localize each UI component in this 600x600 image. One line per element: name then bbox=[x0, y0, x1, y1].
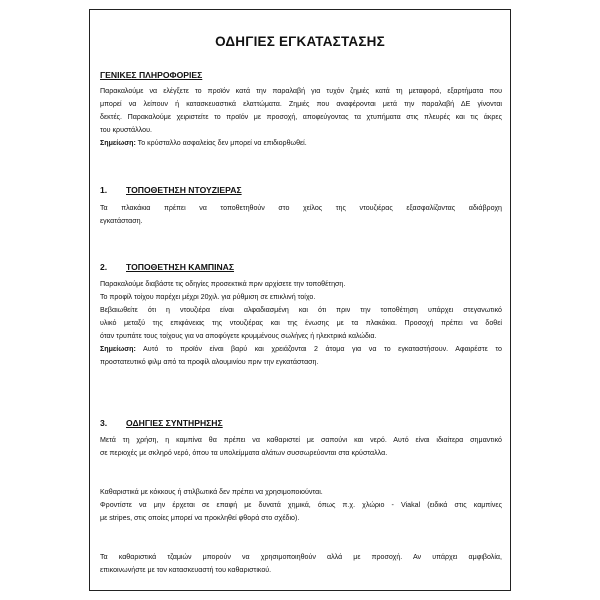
section-3-paragraph-1 bbox=[100, 434, 502, 460]
section-1-heading bbox=[100, 185, 242, 195]
general-info-paragraph bbox=[100, 85, 502, 150]
section-2-line-4: υλικό μεταξύ της επιφάνειας της ντουζιέρας και της ένωσης με τα πλακάκια. Προσοχή πρέπει να δοθεί bbox=[100, 319, 502, 327]
section-3-p2-line-3: με stripes, στις οποίες μπορεί να προκληθεί φθορά στο σχέδιο). bbox=[100, 514, 300, 522]
section-3-paragraph-3 bbox=[100, 551, 502, 577]
section-1-paragraph bbox=[100, 202, 502, 228]
section-3-title: ΟΔΗΓΙΕΣ ΣΥΝΤΗΡΗΣΗΣ bbox=[126, 418, 223, 428]
section-2-line-1: Παρακαλούμε διαβάστε τις οδηγίες προσεκτικά πριν αρχίσετε την τοποθέτηση. bbox=[100, 280, 346, 288]
section-2-heading bbox=[100, 262, 234, 272]
section-2-line-2: Το προφίλ τοίχου παρέχει μέχρι 20χιλ. για ρύθμιση σε επικλινή τοίχο. bbox=[100, 293, 316, 301]
instruction-sheet bbox=[89, 9, 511, 591]
section-2-paragraph bbox=[100, 278, 502, 369]
section-2-note-label: Σημείωση: bbox=[100, 345, 136, 353]
general-note bbox=[100, 137, 502, 150]
section-2-note-line-2: προστατευτικό φιλμ από τα προφίλ αλουμινίου πριν την εγκατάσταση. bbox=[100, 358, 319, 366]
section-3-p1-line-2: σε περιοχές με σκληρό νερό, όπου τα υπολείμματα αλάτων συσσωρεύονται στα κρύσταλλα. bbox=[100, 449, 388, 457]
general-info-heading bbox=[100, 70, 202, 80]
section-2-note-text: Αυτό το προϊόν είναι βαρύ και χρειάζονται 2 άτομα για να το εγκαταστήσουν. Αφαιρέστε το bbox=[135, 345, 502, 353]
general-note-label: Σημείωση: bbox=[100, 139, 136, 147]
section-2-title: ΤΟΠΟΘΕΤΗΣΗ ΚΑΜΠΙΝΑΣ bbox=[126, 262, 235, 272]
section-2-line-3: Βεβαιωθείτε ότι η ντουζιέρα είναι αλφαδιασμένη και ότι πριν την τοποθέτηση υπάρχει στεγανωτικό bbox=[100, 306, 502, 314]
section-2-number: 2. bbox=[100, 262, 108, 272]
document-title: ΟΔΗΓΙΕΣ ΕΓΚΑΤΑΣΤΑΣΗΣ bbox=[215, 34, 385, 49]
section-3-p2-line-1: Καθαριστικά με κόκκους ή στιλβωτικά δεν πρέπει να χρησιμοποιούνται. bbox=[100, 488, 323, 496]
general-line-3: δεκτές. Παρακαλούμε χειριστείτε το προϊόν με προσοχή, αποφεύγοντας τα χτυπήματα στις πλευρές και τις άκρες bbox=[100, 113, 502, 121]
general-note-text: Το κρύσταλλο ασφαλείας δεν μπορεί να επιδιορθωθεί. bbox=[135, 139, 307, 147]
section-1-line-1: Τα πλακάκια πρέπει να τοποθετηθούν στο χείλος της ντουζιέρας εξασφαλίζοντας αδιάβροχη bbox=[100, 204, 502, 212]
section-3-paragraph-2 bbox=[100, 486, 502, 525]
section-3-p3-line-2: επικοινωνήστε με τον κατασκευαστή του καθαριστικού. bbox=[100, 566, 272, 574]
general-line-4: του κρυστάλλου. bbox=[100, 126, 152, 134]
section-1-title: ΤΟΠΟΘΕΤΗΣΗ ΝΤΟΥΖΙΕΡΑΣ bbox=[126, 185, 242, 195]
section-1-number: 1. bbox=[100, 185, 108, 195]
section-3-number: 3. bbox=[100, 418, 108, 428]
section-2-line-5: όταν τρυπάτε τους τοίχους για να αποφύγετε κρυμμένους σωλήνες ή ηλεκτρικά καλώδια. bbox=[100, 332, 377, 340]
general-info-heading-text: ΓΕΝΙΚΕΣ ΠΛΗΡΟΦΟΡΙΕΣ bbox=[100, 70, 203, 80]
section-3-p3-line-1: Τα καθαριστικά τζαμιών μπορούν να χρησιμοποιηθούν αλλά με προσοχή. Αν υπάρχει αμφιβολία, bbox=[100, 553, 502, 561]
section-2-note bbox=[100, 343, 502, 356]
section-3-p2-line-2: Φροντίστε να μην έρχεται σε επαφή με δυνατά χημικά, όπως π.χ. χλώριο - Viakal (ειδικά στις καμπίνες bbox=[100, 501, 502, 509]
general-line-2: μπορεί να λείπουν ή κατασκευαστικά ελαττώματα. Ζημιές που αναφέρονται μετά την παραλαβή ΔΕ γίνονται bbox=[100, 100, 502, 108]
general-line-1: Παρακαλούμε να ελέγξετε το προϊόν κατά την παραλαβή για τυχόν ζημιές κατά τη μεταφορά, εξαρτήματα που bbox=[100, 87, 502, 95]
section-3-heading bbox=[100, 418, 223, 428]
section-3-p1-line-1: Μετά τη χρήση, η καμπίνα θα πρέπει να καθαριστεί με σαπούνι και νερό. Αυτό είναι ιδιαίτερα σημαντικό bbox=[100, 436, 502, 444]
section-1-line-2: εγκατάσταση. bbox=[100, 217, 143, 225]
